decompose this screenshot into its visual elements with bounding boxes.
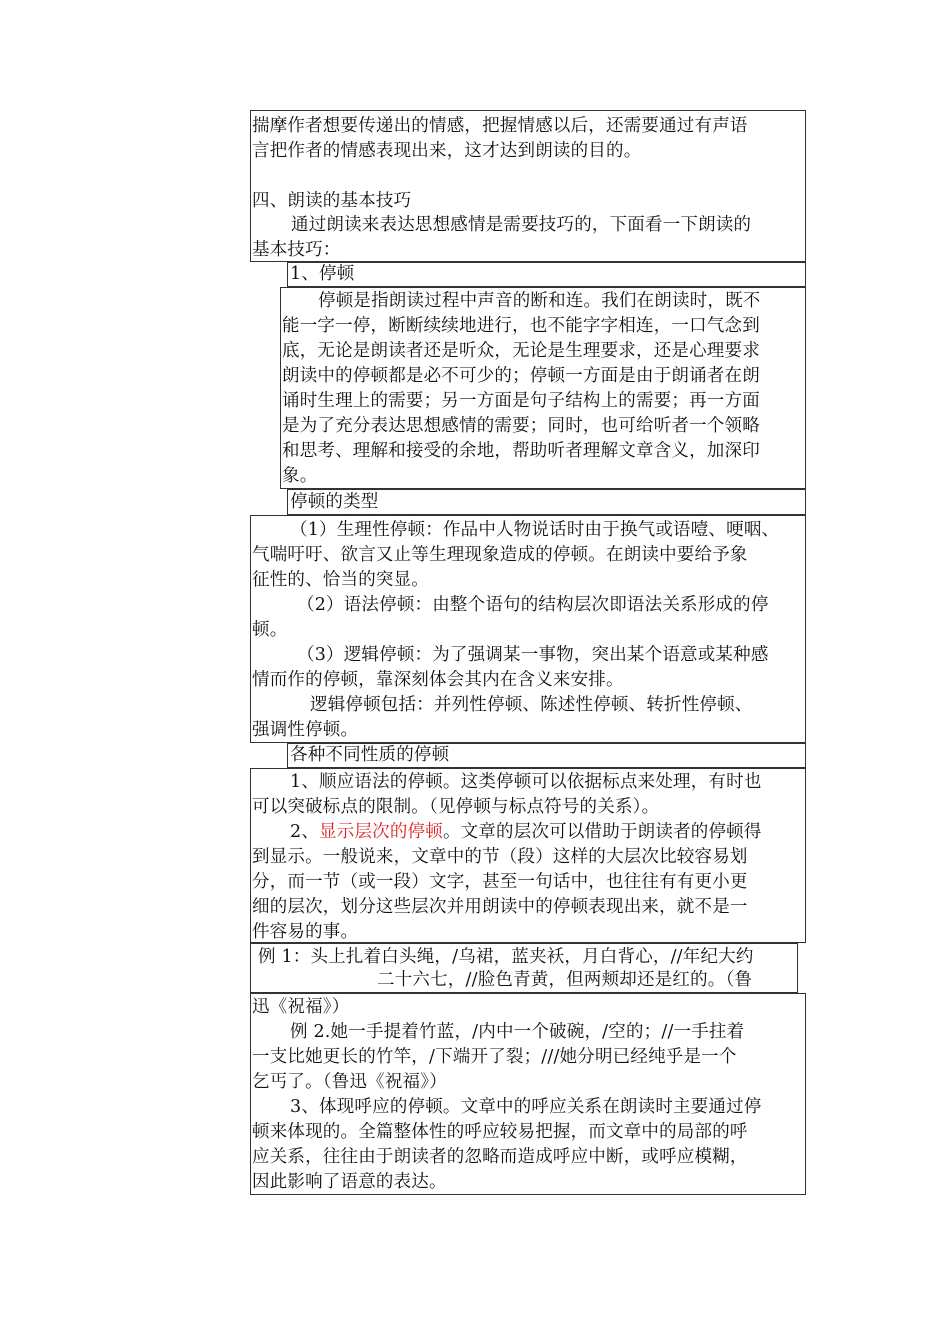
nature-line-1: 1、顺应语法的停顿。这类停顿可以依据标点来处理，有时也	[290, 772, 762, 792]
intro-line-1: 揣摩作者想要传递出的情感，把握情感以后，还需要通过有声语	[252, 116, 748, 136]
pause-heading-box	[287, 262, 806, 287]
nature-item-2-line-3: 分，而一节（或一段）文字，甚至一句话中，也往往有有更小更	[252, 872, 748, 892]
tail-line-5: 3、体现呼应的停顿。文章中的呼应关系在朗读时主要通过停	[290, 1097, 762, 1117]
example-1-line-1: 例 1：头上扎着白头绳，/乌裙，蓝夹袄，月白背心，//年纪大约	[258, 947, 754, 967]
pause-heading: 1、停顿	[290, 264, 355, 284]
nature-heading: 各种不同性质的停顿	[290, 745, 450, 765]
types-line-8: 逻辑停顿包括：并列性停顿、陈述性停顿、转折性停顿、	[310, 695, 753, 715]
pause-line-6: 是为了充分表达思想感情的需要；同时，也可给听者一个领略	[282, 416, 760, 436]
pause-line-4: 朗读中的停顿都是必不可少的；停顿一方面是由于朗诵者在朗	[282, 366, 760, 386]
intro-line-2: 言把作者的情感表现出来，这才达到朗读的目的。	[252, 141, 642, 161]
types-line-7: 情而作的停顿，靠深刻体会其内在含义来安排。	[252, 670, 624, 690]
tail-line-2: 例 2.她一手提着竹蓝，/内中一个破碗，/空的；//一手拄着	[290, 1022, 745, 1042]
tail-line-7: 应关系，往往由于朗读者的忽略而造成呼应中断，或呼应模糊，	[252, 1147, 748, 1167]
nature-item-2-prefix: 2、	[290, 822, 320, 842]
pause-line-7: 和思考、理解和接受的余地，帮助听者理解文章含义，加深印	[282, 441, 760, 461]
section-4-line-1: 通过朗读来表达思想感情是需要技巧的，下面看一下朗读的	[291, 215, 752, 235]
section-4-line-2: 基本技巧：	[252, 240, 341, 260]
nature-item-2-highlight: 显示层次的停顿	[319, 822, 443, 842]
nature-item-2-line-1	[290, 820, 762, 845]
types-line-1: （1）生理性停顿：作品中人物说话时由于换气或语噎、哽咽、	[290, 520, 780, 540]
tail-line-8: 因此影响了语意的表达。	[252, 1172, 447, 1192]
pause-line-5: 诵时生理上的需要；另一方面是句子结构上的需要；再一方面	[282, 391, 760, 411]
nature-item-2-line-4: 细的层次，划分这些层次并用朗读中的停顿表现出来，就不是一	[252, 897, 748, 917]
pause-line-8: 象。	[282, 466, 318, 486]
pause-line-2: 能一字一停，断断续续地进行，也不能字字相连，一口气念到	[282, 316, 760, 336]
types-line-3: 征性的、恰当的突显。	[252, 570, 429, 590]
types-line-9: 强调性停顿。	[252, 720, 359, 740]
tail-line-6: 顿来体现的。全篇整体性的呼应较易把握，而文章中的局部的呼	[252, 1122, 748, 1142]
types-line-6: （3）逻辑停顿：为了强调某一事物，突出某个语意或某种感	[297, 645, 769, 665]
pause-line-3: 底，无论是朗读者还是听众，无论是生理要求，还是心理要求	[282, 341, 760, 361]
nature-item-2-rest: 。文章的层次可以借助于朗读者的停顿得	[442, 822, 762, 842]
types-line-5: 顿。	[252, 620, 288, 640]
types-line-2: 气喘吁吁、欲言又止等生理现象造成的停顿。在朗读中要给予象	[252, 545, 748, 565]
types-heading: 停顿的类型	[290, 492, 379, 512]
tail-line-1: 迅《祝福》）	[252, 997, 350, 1017]
tail-line-3: 一支比她更长的竹竿，/下端开了裂；///她分明已经纯乎是一个	[252, 1047, 737, 1067]
nature-line-2: 可以突破标点的限制。（见停顿与标点符号的关系）。	[252, 797, 660, 817]
nature-item-2-line-5: 件容易的事。	[252, 922, 359, 942]
tail-line-4: 乞丐了。（鲁迅《祝福》）	[252, 1072, 447, 1092]
pause-line-1: 停顿是指朗读过程中声音的断和连。我们在朗读时，既不	[318, 291, 761, 311]
nature-item-2-line-2: 到显示。一般说来，文章中的节（段）这样的大层次比较容易划	[252, 847, 748, 867]
example-1-line-2: 二十六七，//脸色青黄，但两颊却还是红的。（鲁	[377, 970, 753, 990]
section-4-heading: 四、朗读的基本技巧	[252, 191, 412, 211]
types-line-4: （2）语法停顿：由整个语句的结构层次即语法关系形成的停	[297, 595, 769, 615]
